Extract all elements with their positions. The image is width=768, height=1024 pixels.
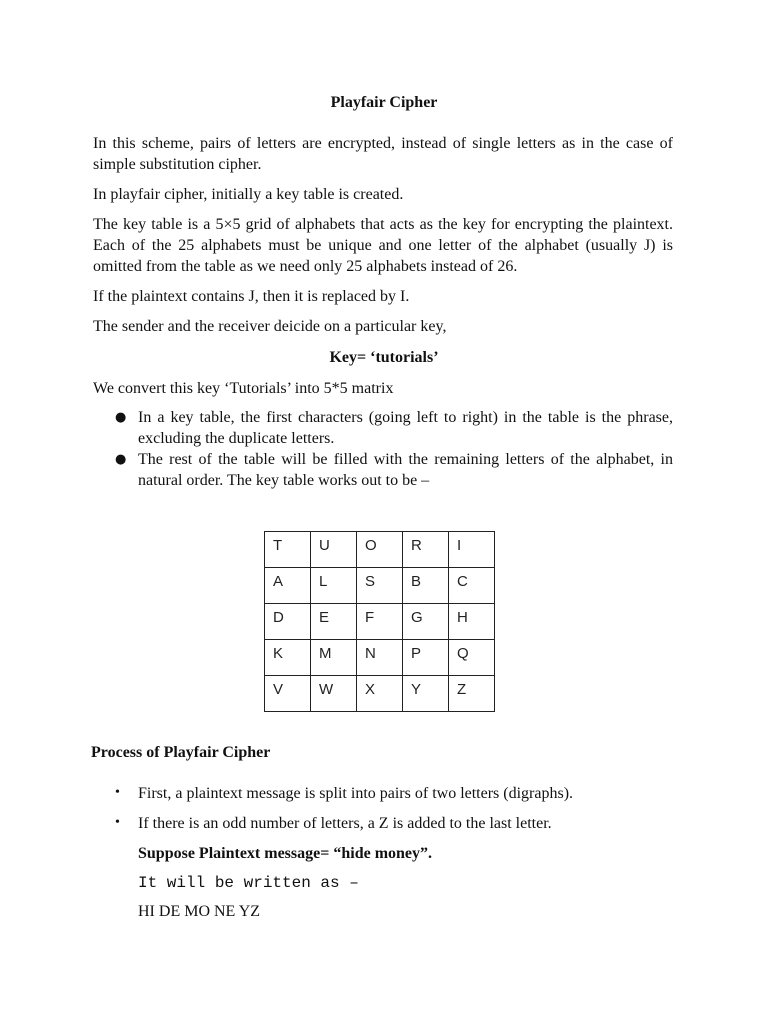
convert-line: We convert this key ‘Tutorials’ into 5*5 matrix bbox=[93, 380, 394, 397]
key-line: Key= ‘tutorials’ bbox=[329, 349, 439, 366]
digraph-pairs: HI DE MO NE YZ bbox=[138, 903, 261, 920]
key-table-bullets bbox=[93, 407, 673, 491]
cell-letter: F bbox=[365, 609, 375, 626]
cell-letter: I bbox=[457, 537, 462, 554]
key-table-description: The key table is a 5×5 grid of alphabets that acts as the key for encrypting the plaintext. Each of the 25 alphabets must be unique and one letter of the alphabet (usually J) is omitted from the table as we need only 25 alphabets instead of 26. bbox=[93, 216, 673, 275]
cell-letter: D bbox=[273, 609, 284, 626]
bullet-icon: ● bbox=[115, 410, 127, 425]
cell-letter: V bbox=[273, 681, 284, 698]
table-cell bbox=[449, 676, 495, 712]
j-rule-sentence: If the plaintext contains J, then it is replaced by I. bbox=[93, 288, 410, 305]
written-as-line: It will be written as – bbox=[138, 874, 359, 892]
table-row bbox=[265, 532, 495, 568]
bullet-text: In a key table, the first characters (going left to right) in the table is the phrase, excluding the duplicate letters. bbox=[138, 409, 673, 447]
cell-letter: U bbox=[319, 537, 330, 554]
cell-letter: E bbox=[319, 609, 330, 626]
table-row bbox=[265, 604, 495, 640]
table-cell bbox=[449, 604, 495, 640]
table-cell bbox=[265, 604, 311, 640]
bullet-icon: • bbox=[115, 785, 120, 800]
table-row bbox=[265, 676, 495, 712]
cell-letter: S bbox=[365, 573, 376, 590]
process-heading: Process of Playfair Cipher bbox=[91, 744, 271, 761]
table-cell bbox=[403, 676, 449, 712]
bullet-text: If there is an odd number of letters, a Z is added to the last letter. bbox=[138, 815, 552, 832]
cell-letter: B bbox=[411, 573, 422, 590]
bullet-icon: ● bbox=[115, 452, 127, 467]
cell-letter: Y bbox=[411, 681, 422, 698]
table-cell bbox=[265, 640, 311, 676]
cell-letter: M bbox=[319, 645, 332, 662]
table-cell bbox=[357, 640, 403, 676]
cell-letter: Z bbox=[457, 681, 467, 698]
table-cell bbox=[357, 604, 403, 640]
table-cell bbox=[403, 532, 449, 568]
cell-letter: W bbox=[319, 681, 334, 698]
table-cell bbox=[403, 640, 449, 676]
table-cell bbox=[357, 532, 403, 568]
table-cell bbox=[265, 676, 311, 712]
table-cell bbox=[265, 568, 311, 604]
bullet-text: The rest of the table will be filled with the remaining letters of the alphabet, in natural order. The key table works out to be – bbox=[138, 451, 673, 489]
key-table-grid bbox=[264, 531, 495, 712]
table-cell bbox=[311, 676, 357, 712]
bullet-text: First, a plaintext message is split into pairs of two letters (digraphs). bbox=[138, 785, 574, 802]
cell-letter: R bbox=[411, 537, 422, 554]
table-cell bbox=[449, 532, 495, 568]
cell-letter: K bbox=[273, 645, 284, 662]
cell-letter: A bbox=[273, 573, 284, 590]
cell-letter: C bbox=[457, 573, 468, 590]
table-cell bbox=[403, 604, 449, 640]
page-title: Playfair Cipher bbox=[330, 94, 438, 111]
sender-receiver-sentence: The sender and the receiver deicide on a particular key, bbox=[93, 318, 447, 335]
cell-letter: G bbox=[411, 609, 423, 626]
cell-letter: N bbox=[365, 645, 376, 662]
cell-letter: L bbox=[319, 573, 328, 590]
list-item bbox=[93, 449, 673, 491]
cell-letter: Q bbox=[457, 645, 469, 662]
table-cell bbox=[311, 640, 357, 676]
table-cell bbox=[449, 640, 495, 676]
cell-letter: T bbox=[273, 537, 283, 554]
intro-paragraph: In this scheme, pairs of letters are encrypted, instead of single letters as in the case of simple substitution cipher. bbox=[93, 135, 673, 173]
table-cell bbox=[265, 532, 311, 568]
table-cell bbox=[403, 568, 449, 604]
cell-letter: H bbox=[457, 609, 468, 626]
table-cell bbox=[449, 568, 495, 604]
table-row bbox=[265, 568, 495, 604]
table-cell bbox=[311, 604, 357, 640]
table-cell bbox=[357, 676, 403, 712]
cell-letter: P bbox=[411, 645, 422, 662]
key-table-sentence: In playfair cipher, initially a key table is created. bbox=[93, 186, 404, 203]
table-cell bbox=[357, 568, 403, 604]
plaintext-example: Suppose Plaintext message= “hide money”. bbox=[138, 845, 433, 862]
table-row bbox=[265, 640, 495, 676]
cell-letter: X bbox=[365, 681, 376, 698]
list-item bbox=[93, 407, 673, 449]
cell-letter: O bbox=[365, 537, 377, 554]
bullet-icon: • bbox=[115, 815, 120, 830]
table-cell bbox=[311, 568, 357, 604]
table-cell bbox=[311, 532, 357, 568]
